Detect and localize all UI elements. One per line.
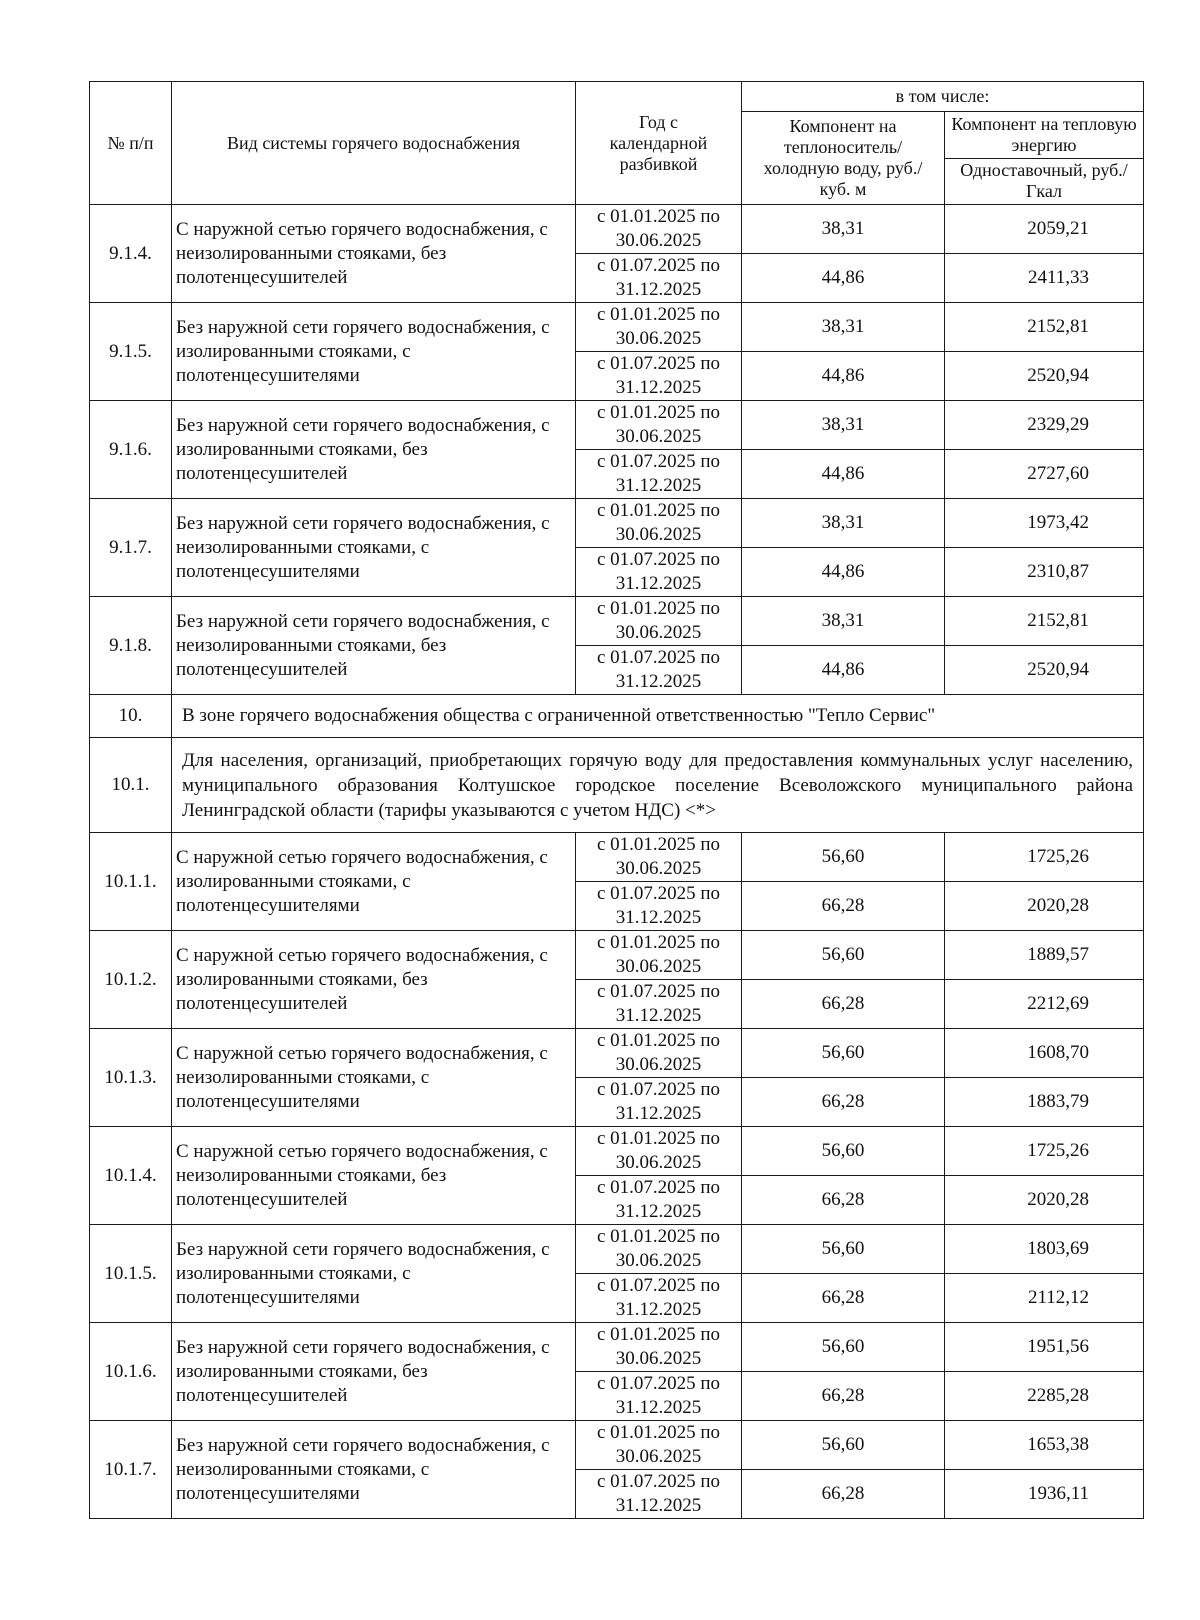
table-row <box>90 1225 1144 1274</box>
row-number: 10.1.2. <box>90 931 172 1029</box>
zone-section <box>90 695 1144 833</box>
water-component-value: 66,28 <box>742 882 945 931</box>
water-component-value: 66,28 <box>742 980 945 1029</box>
system-type: Без наружной сети горячего водоснабжения, с неизолированными стояками, с полотенцесушителями <box>172 499 576 597</box>
water-component-value: 56,60 <box>742 1421 945 1470</box>
period-cell: с 01.07.2025 по 31.12.2025 <box>576 1274 742 1323</box>
water-component-value: 66,28 <box>742 1078 945 1127</box>
header-including: в том числе: <box>742 82 1144 112</box>
heat-component-value: 1803,69 <box>945 1225 1144 1274</box>
heat-component-value: 2520,94 <box>945 646 1144 695</box>
system-type: Без наружной сети горячего водоснабжения, с неизолированными стояками, с полотенцесушителями <box>172 1421 576 1519</box>
period-cell: с 01.01.2025 по 30.06.2025 <box>576 303 742 352</box>
table-row <box>90 1421 1144 1470</box>
heat-component-value: 1889,57 <box>945 931 1144 980</box>
heat-component-value: 2520,94 <box>945 352 1144 401</box>
heat-component-value: 2310,87 <box>945 548 1144 597</box>
zone-row <box>90 695 1144 738</box>
row-number: 9.1.5. <box>90 303 172 401</box>
water-component-value: 56,60 <box>742 833 945 882</box>
row-number: 9.1.7. <box>90 499 172 597</box>
header-num: № п/п <box>90 82 172 205</box>
heat-component-value: 2727,60 <box>945 450 1144 499</box>
table-row <box>90 303 1144 352</box>
table-row <box>90 1323 1144 1372</box>
water-component-value: 56,60 <box>742 931 945 980</box>
water-component-value: 44,86 <box>742 548 945 597</box>
heat-component-value: 1608,70 <box>945 1029 1144 1078</box>
period-cell: с 01.07.2025 по 31.12.2025 <box>576 980 742 1029</box>
system-type: Без наружной сети горячего водоснабжения, с изолированными стояками, без полотенцесушителей <box>172 401 576 499</box>
heat-component-value: 2212,69 <box>945 980 1144 1029</box>
heat-component-value: 2059,21 <box>945 205 1144 254</box>
period-cell: с 01.07.2025 по 31.12.2025 <box>576 882 742 931</box>
system-type: С наружной сетью горячего водоснабжения, с изолированными стояками, без полотенцесушителей <box>172 931 576 1029</box>
heat-component-value: 2152,81 <box>945 303 1144 352</box>
row-number: 10.1.3. <box>90 1029 172 1127</box>
table-row <box>90 401 1144 450</box>
table-row <box>90 833 1144 882</box>
description-num: 10.1. <box>90 738 172 833</box>
system-type: С наружной сетью горячего водоснабжения, с неизолированными стояками, с полотенцесушителями <box>172 1029 576 1127</box>
period-cell: с 01.01.2025 по 30.06.2025 <box>576 499 742 548</box>
header-water-component: Компонент на теплоноситель/ холодную воду, руб./куб. м <box>742 112 945 205</box>
period-cell: с 01.07.2025 по 31.12.2025 <box>576 1078 742 1127</box>
heat-component-value: 2112,12 <box>945 1274 1144 1323</box>
heat-component-value: 1973,42 <box>945 499 1144 548</box>
table-row <box>90 499 1144 548</box>
heat-component-value: 1653,38 <box>945 1421 1144 1470</box>
table-row <box>90 205 1144 254</box>
header-heat-single-rate: Одноставочный, руб./Гкал <box>945 158 1144 205</box>
header-period: Год с календарной разбивкой <box>576 82 742 205</box>
table-body-section-9 <box>90 205 1144 695</box>
period-cell: с 01.07.2025 по 31.12.2025 <box>576 1176 742 1225</box>
zone-num: 10. <box>90 695 172 738</box>
heat-component-value: 2411,33 <box>945 254 1144 303</box>
period-cell: с 01.01.2025 по 30.06.2025 <box>576 1029 742 1078</box>
period-cell: с 01.07.2025 по 31.12.2025 <box>576 254 742 303</box>
water-component-value: 44,86 <box>742 646 945 695</box>
row-number: 10.1.4. <box>90 1127 172 1225</box>
water-component-value: 56,60 <box>742 1029 945 1078</box>
water-component-value: 38,31 <box>742 597 945 646</box>
period-cell: с 01.01.2025 по 30.06.2025 <box>576 931 742 980</box>
period-cell: с 01.07.2025 по 31.12.2025 <box>576 548 742 597</box>
period-cell: с 01.01.2025 по 30.06.2025 <box>576 401 742 450</box>
system-type: Без наружной сети горячего водоснабжения, с изолированными стояками, без полотенцесушителей <box>172 1323 576 1421</box>
row-number: 9.1.4. <box>90 205 172 303</box>
tariff-table <box>89 81 1144 1519</box>
water-component-value: 38,31 <box>742 303 945 352</box>
period-cell: с 01.01.2025 по 30.06.2025 <box>576 205 742 254</box>
period-cell: с 01.01.2025 по 30.06.2025 <box>576 1421 742 1470</box>
water-component-value: 56,60 <box>742 1127 945 1176</box>
row-number: 10.1.6. <box>90 1323 172 1421</box>
description-row <box>90 738 1144 833</box>
row-number: 10.1.7. <box>90 1421 172 1519</box>
description-text: Для населения, организаций, приобретающих горячую воду для предоставления коммунальных услуг населению, муниципального образования Колтушское городское поселение Всеволожского муниципального района Ленинградской области (тарифы указываются с учетом НДС) <*> <box>172 738 1144 833</box>
period-cell: с 01.01.2025 по 30.06.2025 <box>576 833 742 882</box>
water-component-value: 44,86 <box>742 254 945 303</box>
period-cell: с 01.07.2025 по 31.12.2025 <box>576 646 742 695</box>
system-type: Без наружной сети горячего водоснабжения, с изолированными стояками, с полотенцесушителями <box>172 303 576 401</box>
period-cell: с 01.07.2025 по 31.12.2025 <box>576 352 742 401</box>
row-number: 10.1.5. <box>90 1225 172 1323</box>
heat-component-value: 1951,56 <box>945 1323 1144 1372</box>
heat-component-value: 2285,28 <box>945 1372 1144 1421</box>
period-cell: с 01.01.2025 по 30.06.2025 <box>576 597 742 646</box>
heat-component-value: 1883,79 <box>945 1078 1144 1127</box>
system-type: Без наружной сети горячего водоснабжения, с неизолированными стояками, без полотенцесушителей <box>172 597 576 695</box>
water-component-value: 66,28 <box>742 1372 945 1421</box>
system-type: С наружной сетью горячего водоснабжения, с изолированными стояками, с полотенцесушителями <box>172 833 576 931</box>
water-component-value: 66,28 <box>742 1470 945 1519</box>
heat-component-value: 1936,11 <box>945 1470 1144 1519</box>
table-header <box>90 82 1144 205</box>
heat-component-value: 2152,81 <box>945 597 1144 646</box>
water-component-value: 56,60 <box>742 1225 945 1274</box>
row-number: 9.1.6. <box>90 401 172 499</box>
heat-component-value: 2020,28 <box>945 1176 1144 1225</box>
table-row <box>90 597 1144 646</box>
row-number: 9.1.8. <box>90 597 172 695</box>
water-component-value: 38,31 <box>742 499 945 548</box>
system-type: С наружной сетью горячего водоснабжения, с неизолированными стояками, без полотенцесушителей <box>172 205 576 303</box>
table-row <box>90 1127 1144 1176</box>
heat-component-value: 2329,29 <box>945 401 1144 450</box>
water-component-value: 38,31 <box>742 205 945 254</box>
water-component-value: 66,28 <box>742 1176 945 1225</box>
water-component-value: 66,28 <box>742 1274 945 1323</box>
period-cell: с 01.07.2025 по 31.12.2025 <box>576 1470 742 1519</box>
table-row <box>90 1029 1144 1078</box>
table-row <box>90 931 1144 980</box>
table-body-section-10 <box>90 833 1144 1519</box>
system-type: С наружной сетью горячего водоснабжения, с неизолированными стояками, без полотенцесушителей <box>172 1127 576 1225</box>
zone-title: В зоне горячего водоснабжения общества с ограниченной ответственностью "Тепло Сервис" <box>172 695 1144 738</box>
period-cell: с 01.01.2025 по 30.06.2025 <box>576 1127 742 1176</box>
water-component-value: 38,31 <box>742 401 945 450</box>
water-component-value: 56,60 <box>742 1323 945 1372</box>
header-heat-component: Компонент на тепловую энергию <box>945 112 1144 159</box>
period-cell: с 01.01.2025 по 30.06.2025 <box>576 1225 742 1274</box>
period-cell: с 01.01.2025 по 30.06.2025 <box>576 1323 742 1372</box>
period-cell: с 01.07.2025 по 31.12.2025 <box>576 1372 742 1421</box>
period-cell: с 01.07.2025 по 31.12.2025 <box>576 450 742 499</box>
heat-component-value: 1725,26 <box>945 833 1144 882</box>
system-type: Без наружной сети горячего водоснабжения, с изолированными стояками, с полотенцесушителями <box>172 1225 576 1323</box>
water-component-value: 44,86 <box>742 352 945 401</box>
row-number: 10.1.1. <box>90 833 172 931</box>
header-system-type: Вид системы горячего водоснабжения <box>172 82 576 205</box>
heat-component-value: 2020,28 <box>945 882 1144 931</box>
heat-component-value: 1725,26 <box>945 1127 1144 1176</box>
water-component-value: 44,86 <box>742 450 945 499</box>
